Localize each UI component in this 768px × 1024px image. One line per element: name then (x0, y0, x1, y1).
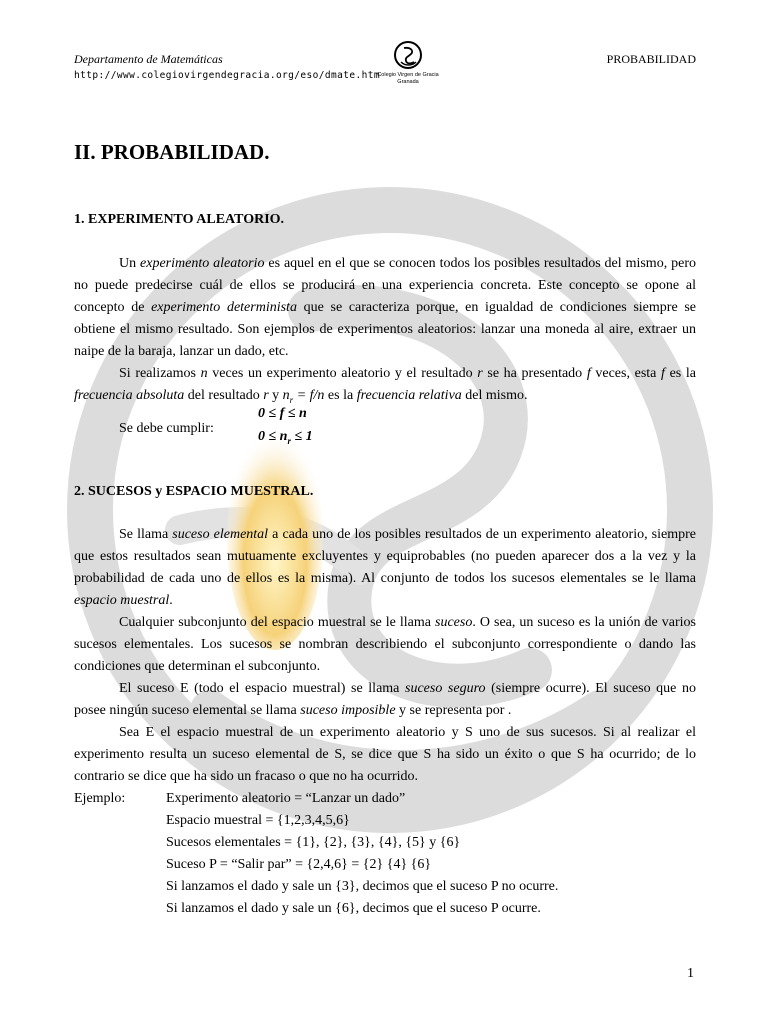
section-heading-2: 2. SUCESOS y ESPACIO MUESTRAL. (74, 484, 314, 499)
example-line: Suceso P = “Salir par” = {2,4,6} = {2} {4} {6} (166, 857, 432, 872)
page-title: II. PROBABILIDAD. (74, 140, 270, 164)
example-label: Ejemplo: (74, 791, 126, 806)
example-line: Si lanzamos el dado y sale un {3}, decimos que el suceso P no ocurre. (166, 879, 559, 894)
header-department: Departamento de Matemáticas (74, 52, 223, 66)
constraint-label: Se debe cumplir: (119, 421, 214, 436)
inequality-absolute: 0 ≤ f ≤ n (258, 406, 307, 421)
example-line: Experimento aleatorio = “Lanzar un dado” (166, 791, 406, 806)
paragraph-frecuencia: Si realizamos n veces un experimento aleatorio y el resultado r se ha presentado f veces, esta f es la frecuencia absoluta del resultado r y $n_r = f/n$ es la frecuencia relativa del mismo. (74, 366, 697, 405)
logo-icon (393, 40, 423, 70)
section-heading-1: 1. EXPERIMENTO ALEATORIO. (74, 212, 285, 227)
header-section: PROBABILIDAD (606, 52, 696, 66)
paragraph-experimento: Un experimento aleatorio es aquel en el que se conocen todos los posibles resultados del mismo, pero no puede predecirse cuál de ellos se producirá en una experiencia concreta. Este concepto se opone al concepto de experimento determinista que se caracteriza porque, en igualdad de condiciones siempre se obtiene el mismo resultado. Son ejemplos de experimentos aleatorios: lanzar una moneda al aire, extraer un naipe de la baraja, lanzar un dado, etc. (74, 256, 696, 359)
logo-caption-city: Granada (397, 79, 419, 85)
paragraph-exito-fracaso: Sea E el espacio muestral de un experimento aleatorio y S uno de sus sucesos. Si al realizar el experimento resulta un suceso elemental de S, se dice que S ha sido un éxito o que S ha ocurrido; de lo contrario se dice que ha sido un fracaso o que no ha ocurrido. (74, 725, 696, 784)
paragraph-suceso-seguro: El suceso E (todo el espacio muestral) se llama suceso seguro (siempre ocurre). El suceso que no posee ningún suceso elemental se llama suceso imposible y se representa por . (74, 681, 696, 718)
paragraph-suceso: Cualquier subconjunto del espacio muestral se le llama suceso. O sea, un suceso es la unión de varios sucesos elementales. Los sucesos se nombran describiendo el subconjunto correspondiente o dando las condiciones que determinan el subconjunto. (74, 615, 696, 674)
example-line: Espacio muestral = {1,2,3,4,5,6} (166, 813, 350, 828)
paragraph-suceso-elemental: Se llama suceso elemental a cada uno de los posibles resultados de un experimento aleatorio, siempre que estos resultados sean mutuamente excluyentes y equiprobables (no pueden aparecer dos a la vez y la probabilidad de cada uno de ellos es la misma). Al conjunto de todos los sucesos elementales se le llama espacio muestral. (74, 527, 696, 608)
page-number: 1 (687, 966, 694, 981)
example-line: Si lanzamos el dado y sale un {6}, decimos que el suceso P ocurre. (166, 901, 541, 916)
example-line: Sucesos elementales = {1}, {2}, {3}, {4}, {5} y {6} (166, 835, 461, 850)
inequality-relative: $0 \le n_r \le 1$ (258, 429, 313, 446)
logo-caption: Colegio Virgen de Gracia (377, 72, 439, 78)
header-url[interactable]: http://www.colegiovirgendegracia.org/eso/dmate.htm (74, 70, 380, 81)
